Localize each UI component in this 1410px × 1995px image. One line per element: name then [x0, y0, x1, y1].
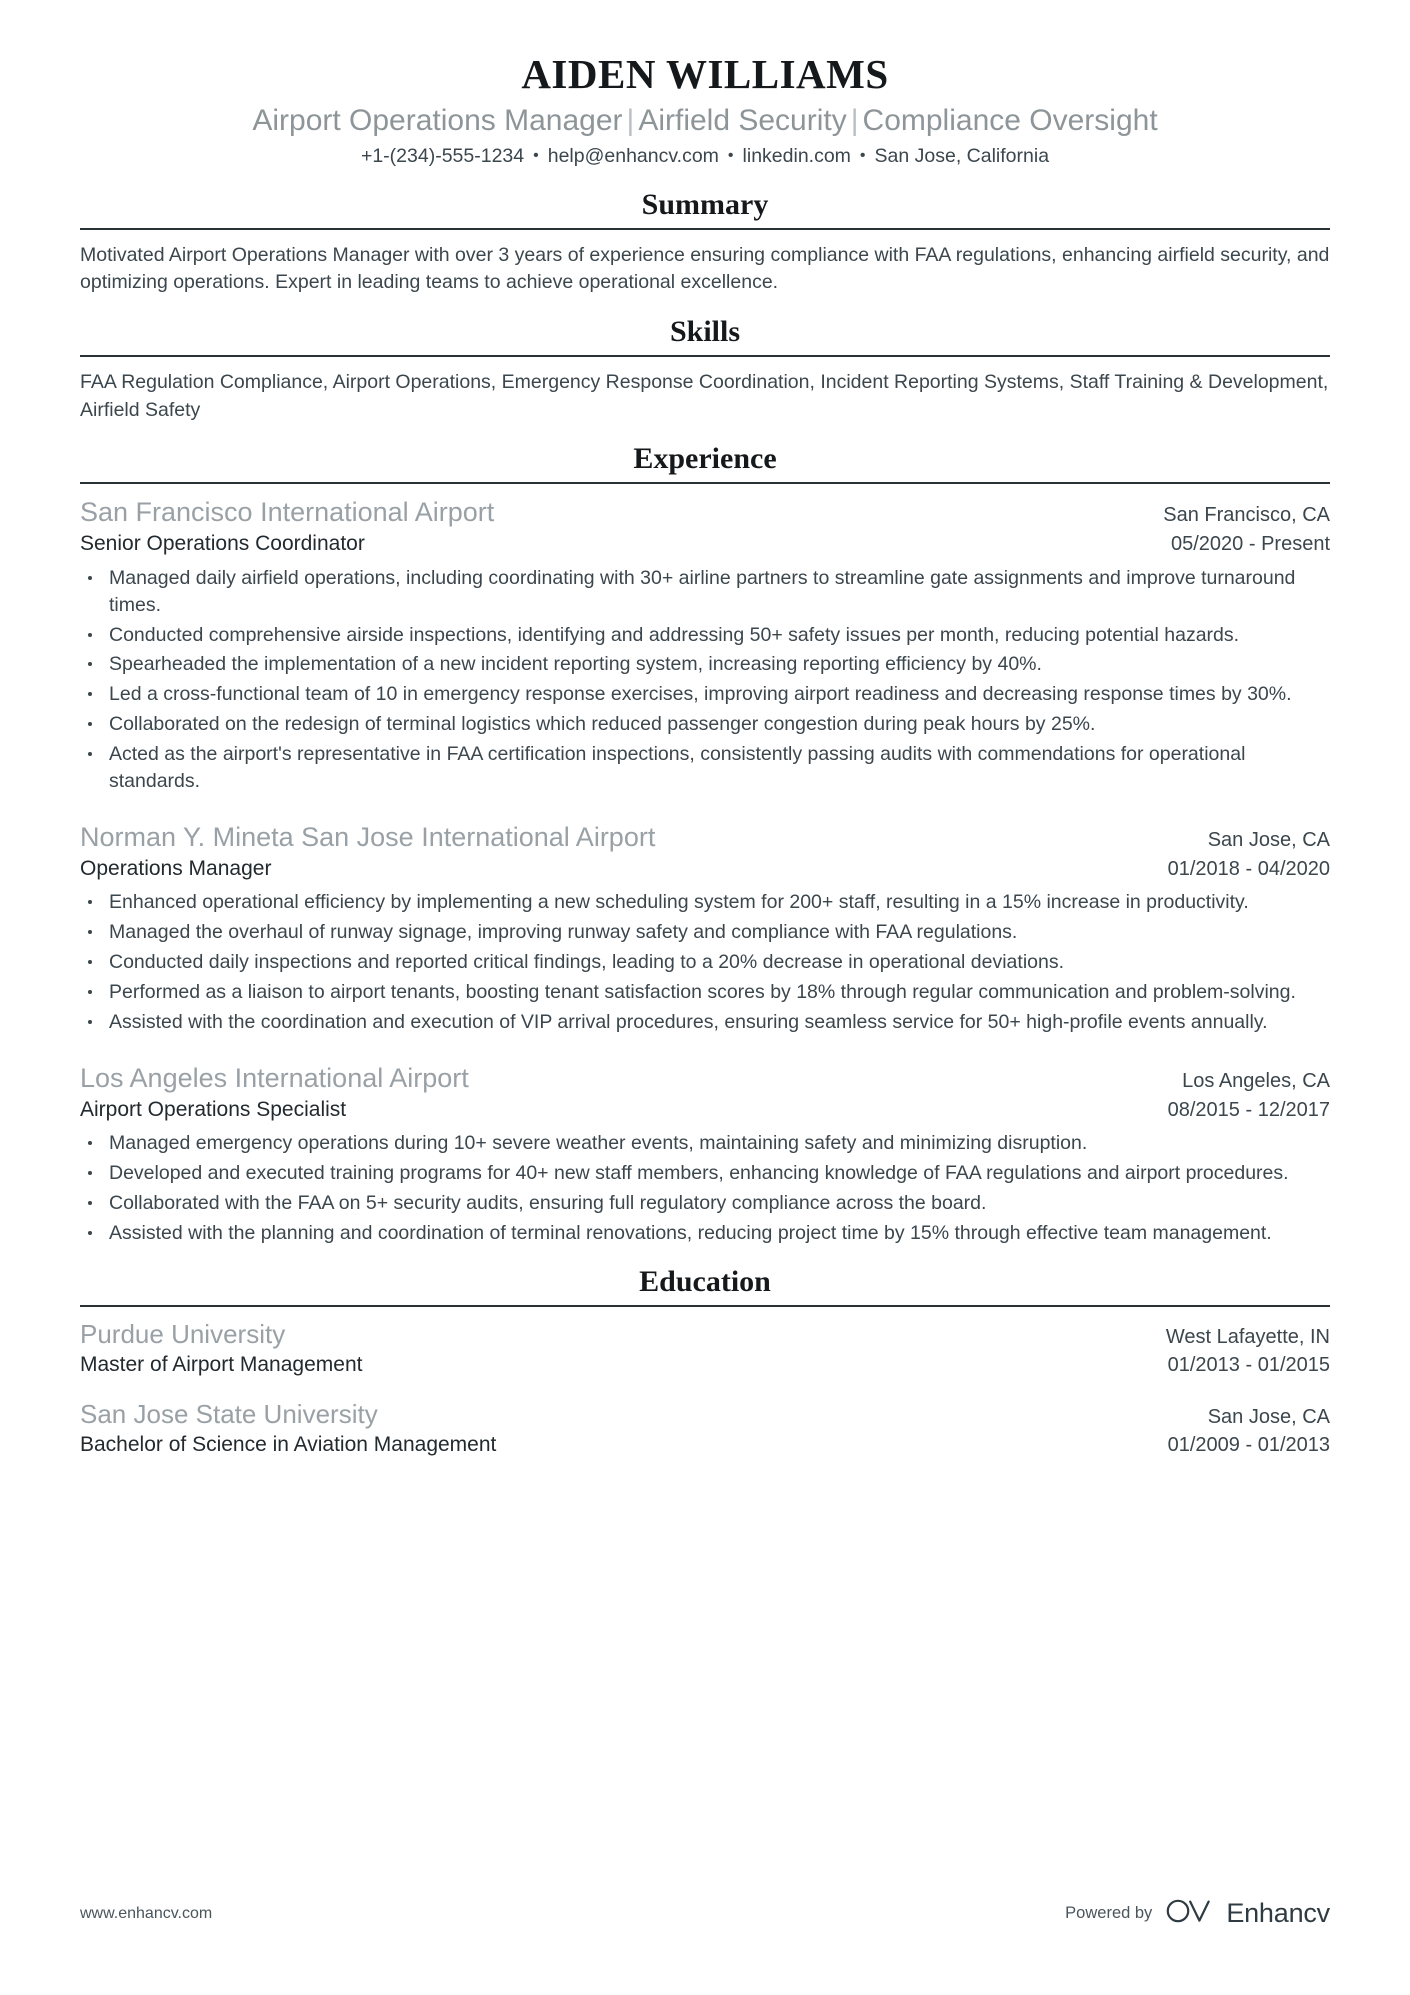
section-heading-summary: Summary: [641, 187, 769, 221]
experience-entry: [80, 821, 1330, 1036]
footer-branding: [1065, 1898, 1330, 1929]
section-summary: [80, 188, 1330, 297]
email-address[interactable]: help@enhancv.com: [547, 145, 719, 168]
list-item: Spearheaded the implementation of a new incident reporting system, increasing reporting efficiency by 40%.: [80, 651, 1330, 678]
school-location: San Jose, CA: [1207, 1405, 1330, 1428]
contact-separator-1: •: [533, 147, 539, 165]
list-item: Collaborated on the redesign of terminal logistics which reduced passenger congestion during peak hours by 25%.: [80, 711, 1330, 738]
job-title: Senior Operations Coordinator: [80, 532, 365, 556]
page-title: AIDEN WILLIAMS: [521, 51, 889, 97]
resume-header: [80, 0, 1330, 170]
section-education: [80, 1265, 1330, 1459]
professional-headline: [80, 103, 1330, 138]
contact-separator-2: •: [727, 147, 734, 165]
list-item: Performed as a liaison to airport tenants, boosting tenant satisfaction scores by 18% through regular communication and problem-solving.: [80, 979, 1330, 1006]
achievement-list: [80, 565, 1330, 795]
page-footer: [80, 1898, 1330, 1929]
school-location: West Lafayette, IN: [1165, 1325, 1330, 1348]
powered-by-label: Powered by: [1065, 1904, 1153, 1922]
section-heading-education: Education: [639, 1264, 771, 1298]
job-title: Airport Operations Specialist: [80, 1097, 347, 1121]
section-divider: [80, 355, 1330, 357]
summary-text: Motivated Airport Operations Manager with over 3 years of experience ensuring compliance with FAA regulations, enhancing airfield security, and optimizing operations. Expert in leading teams to achieve operational excellence.: [80, 243, 1330, 294]
school-name: Purdue University: [80, 1318, 286, 1349]
enhancv-infinity-logo-icon: [1166, 1898, 1212, 1929]
degree-dates: 01/2013 - 01/2015: [1167, 1354, 1330, 1377]
location: San Jose, California: [874, 145, 1050, 168]
company-location: San Jose, CA: [1207, 828, 1330, 851]
footer-website-url[interactable]: www.enhancv.com: [80, 1904, 213, 1922]
section-experience: [80, 442, 1330, 1246]
company-name: San Francisco International Airport: [80, 497, 495, 528]
school-name: San Jose State University: [80, 1398, 378, 1429]
brand-name: Enhancv: [1226, 1898, 1330, 1928]
company-location: Los Angeles, CA: [1182, 1069, 1330, 1092]
headline-separator-2: |: [850, 104, 859, 137]
achievement-list: [80, 889, 1330, 1036]
section-divider: [80, 482, 1330, 484]
section-skills: [80, 315, 1330, 424]
list-item: Assisted with the coordination and execution of VIP arrival procedures, ensuring seamless service for 50+ high-profile events annually.: [80, 1009, 1330, 1036]
section-divider: [80, 1305, 1330, 1307]
list-item: Collaborated with the FAA on 5+ security audits, ensuring full regulatory compliance across the board.: [80, 1190, 1330, 1217]
education-entry: [80, 1319, 1330, 1379]
list-item: Managed emergency operations during 10+ severe weather events, maintaining safety and minimizing disruption.: [80, 1130, 1330, 1157]
list-item: Led a cross-functional team of 10 in emergency response exercises, improving airport readiness and decreasing response times by 30%.: [80, 681, 1330, 708]
degree-dates: 01/2009 - 01/2013: [1167, 1434, 1330, 1457]
degree-title: Master of Airport Management: [80, 1353, 363, 1377]
list-item: Managed the overhaul of runway signage, improving runway safety and compliance with FAA regulations.: [80, 919, 1330, 946]
list-item: Conducted daily inspections and reported critical findings, leading to a 20% decrease in operational deviations.: [80, 949, 1330, 976]
contact-separator-3: •: [859, 147, 866, 165]
company-name: Los Angeles International Airport: [80, 1062, 469, 1093]
job-title: Operations Manager: [80, 856, 272, 880]
headline-part-1: Airport Operations Manager: [252, 104, 623, 137]
skills-text: FAA Regulation Compliance, Airport Operations, Emergency Response Coordination, Incident Reporting Systems, Staff Training & Development, Airfield Safety: [80, 371, 1329, 421]
section-heading-skills: Skills: [669, 315, 741, 349]
experience-entry: [80, 496, 1330, 794]
company-location: San Francisco, CA: [1163, 504, 1330, 527]
list-item: Conducted comprehensive airside inspections, identifying and addressing 50+ safety issues per month, reducing potential hazards.: [80, 622, 1330, 649]
list-item: Acted as the airport's representative in FAA certification inspections, consistently passing audits with commendations for operational standards.: [80, 741, 1330, 795]
education-entry: [80, 1399, 1330, 1459]
job-dates: 01/2018 - 04/2020: [1167, 857, 1330, 880]
list-item: Developed and executed training programs for 40+ new staff members, enhancing knowledge of FAA regulations and airport procedures.: [80, 1160, 1330, 1187]
list-item: Assisted with the planning and coordination of terminal renovations, reducing project time by 15% through effective team management.: [80, 1220, 1330, 1247]
headline-separator-1: |: [626, 104, 635, 137]
linkedin-link[interactable]: linkedin.com: [742, 145, 851, 168]
company-name: Norman Y. Mineta San Jose International Airport: [80, 821, 656, 852]
job-dates: 08/2015 - 12/2017: [1167, 1098, 1330, 1121]
phone-number: +1-(234)-555-1234: [360, 145, 525, 168]
contact-info: [80, 144, 1330, 169]
list-item: Managed daily airfield operations, including coordinating with 30+ airline partners to streamline gate assignments and improve turnaround times.: [80, 565, 1330, 619]
job-dates: 05/2020 - Present: [1171, 533, 1330, 556]
experience-entry: [80, 1062, 1330, 1247]
list-item: Enhanced operational efficiency by implementing a new scheduling system for 200+ staff, resulting in a 15% increase in productivity.: [80, 889, 1330, 916]
achievement-list: [80, 1130, 1330, 1247]
headline-part-3: Compliance Oversight: [862, 104, 1158, 137]
headline-part-2: Airfield Security: [638, 104, 847, 137]
section-heading-experience: Experience: [633, 442, 777, 476]
degree-title: Bachelor of Science in Aviation Management: [80, 1433, 497, 1457]
section-divider: [80, 228, 1330, 230]
